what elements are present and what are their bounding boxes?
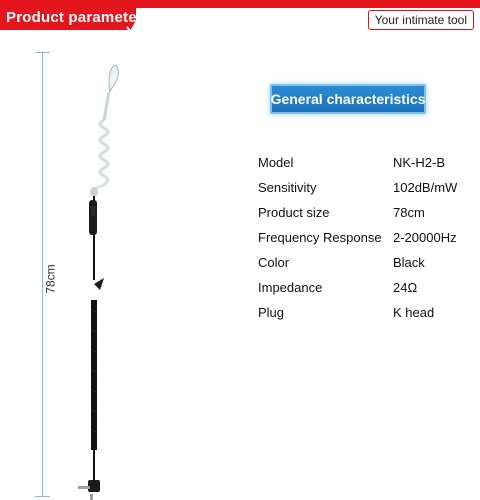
spec-value: NK-H2-B — [393, 155, 446, 170]
spec-key: Impedance — [258, 280, 323, 295]
spec-row — [258, 150, 473, 175]
spec-row — [258, 225, 473, 250]
earpiece-product-image — [60, 50, 130, 500]
spec-row — [258, 200, 473, 225]
spec-key: Product size — [258, 205, 330, 220]
spec-row — [258, 300, 473, 325]
slogan-tag: Your intimate tool — [368, 10, 474, 30]
spec-key: Model — [258, 155, 294, 170]
spec-key: Color — [258, 255, 290, 270]
spec-value: Black — [393, 255, 425, 270]
spec-value: K head — [393, 305, 435, 320]
spec-value: 24Ω — [393, 280, 418, 295]
spec-row — [258, 250, 473, 275]
spec-value: 78cm — [393, 205, 425, 220]
section-badge: General characteristics — [270, 84, 426, 114]
header-bar — [0, 0, 480, 36]
dimension-cap-top — [35, 52, 50, 53]
dimension-label: 78cm — [43, 264, 58, 294]
spec-table — [258, 150, 473, 325]
header-title: Product parameters — [6, 9, 152, 26]
spec-key: Sensitivity — [258, 180, 317, 195]
spec-row — [258, 275, 473, 300]
spec-value: 2-20000Hz — [393, 230, 457, 245]
spec-row — [258, 175, 473, 200]
spec-value: 102dB/mW — [393, 180, 458, 195]
spec-key: Plug — [258, 305, 285, 320]
chevron-down-icon — [126, 26, 136, 34]
spec-key: Frequency Response — [258, 230, 382, 245]
dimension-cap-bottom — [35, 496, 50, 497]
